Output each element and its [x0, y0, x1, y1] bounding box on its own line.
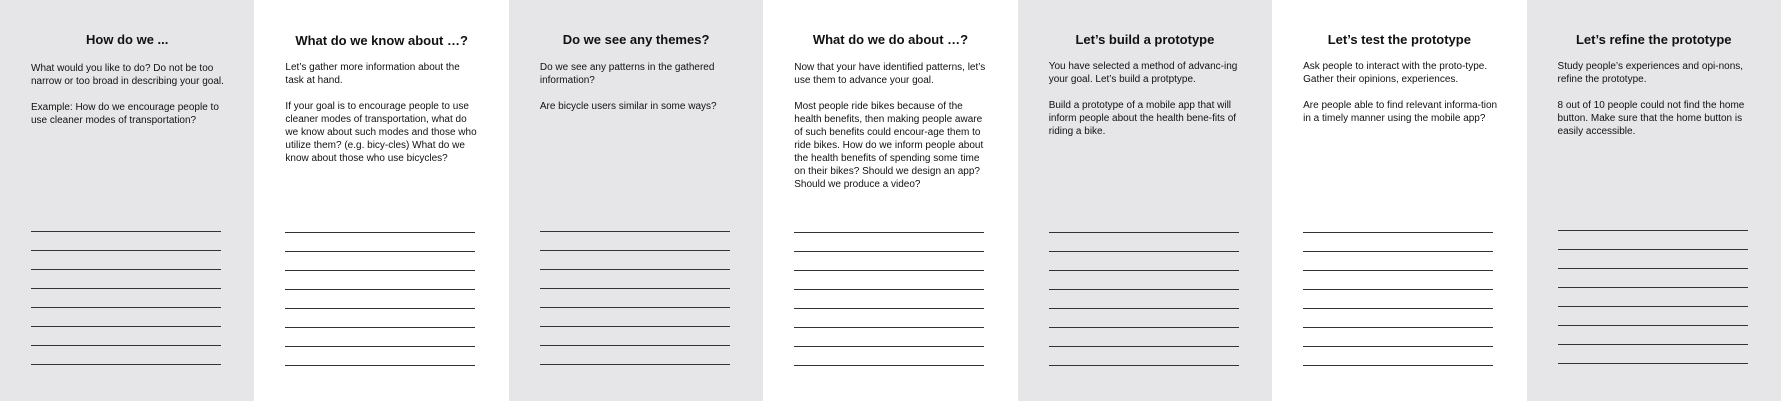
panel-test-prototype	[1272, 0, 1526, 401]
writing-line[interactable]	[31, 269, 221, 270]
panel-refine-prototype	[1527, 0, 1781, 401]
writing-line[interactable]	[1558, 325, 1748, 326]
panel-title: Let’s build a prototype	[1075, 32, 1215, 47]
writing-line[interactable]	[1303, 365, 1493, 366]
writing-lines	[794, 232, 984, 366]
writing-line[interactable]	[794, 251, 984, 252]
panel-paragraph: You have selected a method of advanc-ing your goal. Let’s build a protptype.	[1048, 61, 1238, 85]
panel-themes	[509, 0, 763, 401]
writing-line[interactable]	[1049, 308, 1239, 309]
writing-line[interactable]	[1303, 346, 1493, 347]
writing-line[interactable]	[1558, 230, 1748, 231]
panel-body	[540, 61, 735, 126]
writing-line[interactable]	[794, 289, 984, 290]
writing-line[interactable]	[1049, 327, 1239, 328]
writing-line[interactable]	[31, 364, 221, 365]
writing-line[interactable]	[540, 250, 730, 251]
writing-line[interactable]	[31, 288, 221, 289]
panel-paragraph: 8 out of 10 people could not find the home button. Make sure that the home button is easily accessible.	[1557, 100, 1745, 137]
writing-lines	[31, 231, 221, 365]
panel-body	[1049, 60, 1244, 151]
writing-lines	[1303, 232, 1493, 366]
writing-line[interactable]	[31, 345, 221, 346]
writing-line[interactable]	[1303, 232, 1493, 233]
writing-line[interactable]	[1558, 344, 1748, 345]
writing-line[interactable]	[31, 231, 221, 232]
writing-line[interactable]	[540, 269, 730, 270]
writing-line[interactable]	[31, 307, 221, 308]
panel-body	[794, 61, 989, 204]
writing-line[interactable]	[540, 288, 730, 289]
panel-paragraph: Let’s gather more information about the task at hand.	[285, 62, 460, 86]
writing-line[interactable]	[1558, 363, 1748, 364]
panel-paragraph: Do we see any patterns in the gathered information?	[539, 62, 715, 86]
writing-line[interactable]	[1049, 270, 1239, 271]
panel-what-do-we-do	[763, 0, 1017, 401]
writing-line[interactable]	[794, 346, 984, 347]
panel-how-do-we	[0, 0, 254, 401]
panel-title: Do we see any themes?	[562, 32, 710, 47]
panel-title: Let’s test the prototype	[1327, 32, 1471, 47]
writing-line[interactable]	[285, 365, 475, 366]
writing-line[interactable]	[540, 307, 730, 308]
writing-line[interactable]	[1558, 249, 1748, 250]
writing-line[interactable]	[540, 364, 730, 365]
writing-line[interactable]	[1303, 270, 1493, 271]
writing-line[interactable]	[31, 250, 221, 251]
panel-paragraph: Study people’s experiences and opi-nons, refine the prototype.	[1557, 61, 1744, 85]
panel-body	[31, 62, 226, 140]
writing-lines	[1049, 232, 1239, 366]
panel-paragraph: Example: How do we encourage people to use cleaner modes of transportation?	[31, 102, 219, 126]
writing-line[interactable]	[285, 270, 475, 271]
panel-build-prototype	[1018, 0, 1272, 401]
writing-line[interactable]	[540, 231, 730, 232]
panel-paragraph: Are bicycle users similar in some ways?	[539, 101, 717, 112]
writing-line[interactable]	[1049, 232, 1239, 233]
writing-line[interactable]	[1558, 287, 1748, 288]
panel-paragraph: Most people ride bikes because of the health benefits, then making people aware of such benefits could encour-age them to ride bikes. How do we inform people about the health benefits of spending some time on their bikes? Should we design an app? Should we produce a video?	[794, 101, 984, 190]
panel-body	[285, 61, 480, 178]
writing-lines	[285, 232, 475, 366]
panel-body	[1558, 60, 1753, 151]
writing-line[interactable]	[794, 327, 984, 328]
panel-title: What do we do about …?	[812, 32, 969, 47]
writing-line[interactable]	[1558, 306, 1748, 307]
writing-line[interactable]	[285, 232, 475, 233]
writing-line[interactable]	[1049, 251, 1239, 252]
writing-line[interactable]	[1049, 365, 1239, 366]
writing-line[interactable]	[1303, 251, 1493, 252]
writing-line[interactable]	[1558, 268, 1748, 269]
panel-title: How do we ...	[86, 32, 169, 47]
writing-line[interactable]	[794, 365, 984, 366]
writing-line[interactable]	[285, 289, 475, 290]
writing-line[interactable]	[285, 346, 475, 347]
writing-line[interactable]	[540, 345, 730, 346]
panel-paragraph: Are people able to find relevant informa-tion in a timely manner using the mobile app?	[1303, 100, 1498, 124]
panel-paragraph: Ask people to interact with the proto-type. Gather their opinions, experiences.	[1303, 61, 1488, 85]
panel-title: Let’s refine the prototype	[1575, 32, 1732, 47]
writing-line[interactable]	[285, 251, 475, 252]
panel-title: What do we know about …?	[295, 33, 468, 48]
writing-line[interactable]	[794, 232, 984, 233]
panel-paragraph: Build a prototype of a mobile app that will inform people about the health bene-fits of riding a bike.	[1048, 100, 1237, 137]
panel-paragraph: Now that your have identified patterns, let’s use them to advance your goal.	[794, 62, 986, 86]
panel-what-do-we-know	[254, 0, 508, 401]
panel-paragraph: What would you like to do? Do not be too narrow or too broad in describing your goal.	[31, 63, 224, 87]
writing-line[interactable]	[285, 308, 475, 309]
writing-line[interactable]	[1049, 346, 1239, 347]
panel-paragraph: If your goal is to encourage people to use cleaner modes of transportation, what do we know about such modes and those who utilize them? (e.g. bicy-cles) What do we know about those who use bicycles?	[285, 101, 477, 164]
writing-line[interactable]	[540, 326, 730, 327]
writing-line[interactable]	[285, 327, 475, 328]
writing-line[interactable]	[31, 326, 221, 327]
writing-line[interactable]	[794, 308, 984, 309]
writing-line[interactable]	[1303, 327, 1493, 328]
panel-body	[1303, 60, 1498, 138]
writing-lines	[1558, 230, 1748, 364]
writing-line[interactable]	[1049, 289, 1239, 290]
writing-line[interactable]	[1303, 308, 1493, 309]
writing-line[interactable]	[794, 270, 984, 271]
writing-lines	[540, 231, 730, 365]
writing-line[interactable]	[1303, 289, 1493, 290]
